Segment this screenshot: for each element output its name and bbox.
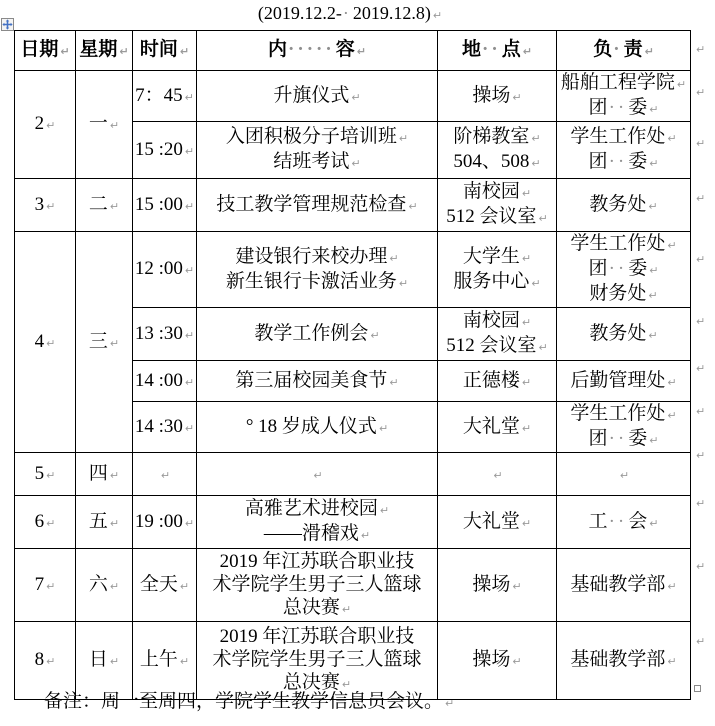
- paragraph-mark: ↵: [667, 132, 677, 145]
- cell-week: [76, 71, 133, 179]
- paragraph-mark: ↵: [512, 579, 522, 593]
- paragraph-mark: ↵: [521, 421, 532, 435]
- cell-time: [133, 232, 197, 308]
- text-line: 操场 ↵: [472, 649, 522, 670]
- paragraph-mark: ↵: [184, 421, 195, 435]
- text-line: 二 ↵: [88, 193, 120, 215]
- text-line: 3 ↵: [34, 193, 56, 215]
- cell-place: [438, 361, 557, 402]
- cell-place: [438, 549, 557, 622]
- paragraph-mark: ↵: [667, 375, 677, 389]
- cell-place: [438, 622, 557, 700]
- text-line: 8 ↵: [34, 649, 56, 670]
- paragraph-mark: ↵: [179, 579, 190, 593]
- text-line: 后勤管理处 ↵: [570, 369, 677, 391]
- cell-date: [15, 549, 76, 622]
- paragraph-mark: ↵: [379, 504, 390, 517]
- space-dots: ·····: [288, 39, 335, 60]
- cell-week: [76, 453, 133, 496]
- row-end-mark: ↵: [696, 85, 706, 99]
- paragraph-mark: ↵: [109, 199, 120, 213]
- cell-content: [197, 496, 438, 549]
- text-line: 六 ↵: [88, 573, 120, 595]
- cell-content: [197, 361, 438, 402]
- paragraph-mark: ↵: [493, 468, 503, 482]
- paragraph-mark: ↵: [184, 328, 195, 342]
- text-line: 教务处 ↵: [589, 322, 658, 344]
- cell-time: [133, 496, 197, 549]
- row-end-mark: ↵: [696, 559, 706, 573]
- cell-time: [133, 71, 197, 122]
- cell-content: [197, 179, 438, 232]
- text-line: 日 ↵: [88, 649, 120, 670]
- paragraph-mark: ↵: [370, 328, 380, 342]
- text-line: 上午 ↵: [139, 649, 190, 670]
- paragraph-mark: ↵: [649, 103, 659, 116]
- text-line: 2019 年江苏联合职业技: [219, 550, 415, 572]
- text-line: 15 :20 ↵: [134, 138, 195, 160]
- table-row: [15, 453, 691, 496]
- cell-owner: [557, 179, 691, 232]
- cell-week: [76, 232, 133, 453]
- paragraph-mark: ↵: [46, 516, 56, 530]
- text-line: 负·责 ↵: [593, 39, 654, 60]
- paragraph-mark: ↵: [619, 468, 630, 482]
- cell-owner: [557, 122, 691, 179]
- space-dots: ··: [608, 258, 628, 279]
- cell-date: [15, 232, 76, 453]
- paragraph-mark: ↵: [521, 316, 532, 329]
- text-line: 2 ↵: [34, 113, 56, 134]
- cell-time: [133, 549, 197, 622]
- space-dots: ··: [608, 428, 628, 449]
- text-line: 4 ↵: [34, 330, 56, 352]
- space-dots: ·: [342, 3, 352, 23]
- row-end-mark: ↵: [696, 404, 706, 418]
- row-end-mark: ↵: [696, 314, 706, 328]
- cell-place: [438, 402, 557, 453]
- text-line: 大礼堂 ↵: [462, 415, 532, 437]
- text-line: ——滑稽戏 ↵: [263, 523, 371, 544]
- paragraph-mark: ↵: [351, 157, 361, 170]
- text-line: 6 ↵: [34, 510, 56, 532]
- text-line: 14 :30 ↵: [134, 415, 195, 437]
- paragraph-mark: ↵: [389, 251, 399, 265]
- space-dots: ·: [613, 39, 623, 60]
- paragraph-mark: ↵: [341, 678, 352, 691]
- paragraph-mark: ↵: [109, 655, 120, 668]
- paragraph-mark: ↵: [119, 45, 129, 58]
- row-end-mark: ↵: [696, 43, 706, 56]
- space-dots: ··: [608, 510, 628, 532]
- text-line: 7 ↵: [34, 573, 56, 595]
- paragraph-mark: ↵: [667, 409, 677, 422]
- table-header: [15, 31, 691, 71]
- text-line: 四 ↵: [88, 462, 120, 484]
- text-line: 大礼堂 ↵: [462, 510, 532, 532]
- paragraph-mark: ↵: [109, 119, 120, 132]
- paragraph-mark: ↵: [46, 336, 56, 350]
- paragraph-mark: ↵: [432, 9, 443, 22]
- paragraph-mark: ↵: [538, 212, 548, 225]
- paragraph-mark: ↵: [649, 434, 659, 447]
- paragraph-mark: ↵: [184, 199, 195, 213]
- paragraph-mark: ↵: [521, 187, 532, 200]
- paragraph-mark: ↵: [389, 375, 399, 389]
- text-line: 512 会议室 ↵: [446, 335, 548, 356]
- text-line: 团··委 ↵: [588, 428, 659, 449]
- paragraph-mark: ↵: [648, 199, 658, 213]
- paragraph-mark: ↵: [649, 516, 659, 530]
- paragraph-mark: ↵: [378, 421, 389, 435]
- text-line: 船舶工程学院 ↵: [560, 72, 687, 93]
- space-dots: ··: [482, 39, 501, 60]
- cell-owner: [557, 232, 691, 308]
- cell-owner: [557, 308, 691, 361]
- text-line: 团··委 ↵: [588, 151, 659, 172]
- paragraph-mark: ↵: [356, 45, 366, 58]
- row-end-mark: ↵: [696, 361, 706, 375]
- cell-content: [197, 549, 438, 622]
- cell-time: [133, 361, 197, 402]
- table-body: [15, 71, 691, 700]
- text-line: 512 会议室 ↵: [446, 206, 548, 227]
- text-line: 术学院学生男子三人篮球: [212, 649, 422, 670]
- page-title: [0, 2, 700, 27]
- paragraph-mark: ↵: [109, 516, 120, 530]
- text-line: 财务处 ↵: [589, 283, 658, 304]
- paragraph-mark: ↵: [408, 199, 418, 213]
- cell-content: [197, 308, 438, 361]
- cell-time: [133, 453, 197, 496]
- paragraph-mark: ↵: [644, 45, 654, 58]
- text-line: 日期 ↵: [20, 39, 70, 60]
- text-line: 术学院学生男子三人篮球: [212, 573, 422, 595]
- table-row: [15, 71, 691, 122]
- paragraph-mark: ↵: [46, 655, 56, 668]
- row-end-mark: ↵: [696, 635, 706, 648]
- paragraph-mark: ↵: [531, 276, 541, 290]
- text-line: 2019 年江苏联合职业技: [219, 626, 415, 647]
- table-row: [15, 549, 691, 622]
- cell-date: [15, 453, 76, 496]
- paragraph-mark: ↵: [184, 144, 195, 158]
- cell-content: [197, 122, 438, 179]
- table-row: [15, 232, 691, 308]
- paragraph-mark: ↵: [521, 516, 532, 530]
- paragraph-mark: ↵: [109, 468, 120, 482]
- text-line: 五 ↵: [88, 510, 120, 532]
- row-end-mark: ↵: [696, 191, 706, 205]
- paragraph-mark: ↵: [179, 655, 190, 668]
- text-line: 星期 ↵: [79, 39, 129, 60]
- paragraph-mark: ↵: [667, 579, 677, 593]
- text-line: 地··点 ↵: [462, 39, 532, 60]
- text-line: 15 :00 ↵: [134, 193, 195, 215]
- cell-content: [197, 71, 438, 122]
- cell-date: [15, 622, 76, 700]
- cell-place: [438, 453, 557, 496]
- paragraph-mark: ↵: [667, 239, 677, 252]
- text-line: [557, 462, 690, 487]
- paragraph-mark: ↵: [313, 468, 323, 482]
- text-line: 学生工作处 ↵: [570, 126, 677, 147]
- text-line: 团··委 ↵: [588, 258, 659, 279]
- paragraph-mark: ↵: [109, 579, 120, 593]
- paragraph-mark: ↵: [531, 157, 541, 170]
- cell-time: [133, 122, 197, 179]
- cell-place: [438, 179, 557, 232]
- text-line: 高雅艺术进校园 ↵: [244, 498, 390, 519]
- text-line: 总决赛 ↵: [282, 672, 352, 693]
- text-line: 总决赛 ↵: [282, 596, 352, 618]
- text-line: 阶梯教室 ↵: [453, 126, 541, 147]
- text-line: 技工教学管理规范检查 ↵: [216, 193, 418, 215]
- text-line: [438, 462, 556, 487]
- cell-owner: [557, 549, 691, 622]
- text-line: 入团积极分子培训班 ↵: [225, 126, 409, 147]
- text-line: 时间 ↵: [139, 39, 190, 60]
- col-header-owner: [557, 31, 691, 71]
- paragraph-mark: ↵: [351, 90, 361, 104]
- paragraph-mark: ↵: [179, 45, 190, 58]
- paragraph-mark: ↵: [521, 375, 532, 389]
- text-line: 504、508 ↵: [453, 151, 541, 172]
- footer-note: [44, 690, 454, 715]
- col-header-week: [76, 31, 133, 71]
- text-line: 教学工作例会 ↵: [254, 322, 380, 344]
- text-line: ° 18 岁成人仪式 ↵: [245, 415, 389, 437]
- row-end-mark: ↵: [696, 136, 706, 150]
- col-header-content: [197, 31, 438, 71]
- text-line: 19 :00 ↵: [134, 510, 195, 532]
- text-line: 学生工作处 ↵: [570, 233, 677, 254]
- paragraph-mark: ↵: [512, 655, 522, 668]
- cell-date: [15, 496, 76, 549]
- header-row: [15, 31, 691, 71]
- text-line: 14 :00 ↵: [134, 369, 195, 391]
- paragraph-mark: ↵: [184, 375, 195, 389]
- text-line: 大学生 ↵: [462, 245, 532, 267]
- paragraph-mark: ↵: [109, 336, 120, 350]
- cell-place: [438, 122, 557, 179]
- text-line: 内·····容 ↵: [268, 39, 366, 60]
- cell-place: [438, 496, 557, 549]
- table-resize-handle[interactable]: [694, 685, 701, 692]
- paragraph-mark: ↵: [445, 697, 455, 710]
- text-line: 操场 ↵: [472, 573, 522, 595]
- cell-owner: [557, 402, 691, 453]
- paragraph-mark: ↵: [512, 90, 522, 104]
- paragraph-mark: ↵: [360, 529, 371, 542]
- text-line: (2019.12.2-·2019.12.8) ↵: [257, 3, 443, 23]
- paragraph-mark: ↵: [341, 602, 352, 616]
- paragraph-mark: ↵: [184, 516, 195, 530]
- table-row: [15, 179, 691, 232]
- text-line: 工··会 ↵: [588, 510, 659, 532]
- paragraph-mark: ↵: [398, 276, 409, 290]
- cell-content: [197, 453, 438, 496]
- text-line: 建设银行来校办理 ↵: [235, 245, 399, 267]
- paragraph-mark: ↵: [538, 341, 548, 354]
- cell-place: [438, 71, 557, 122]
- text-line: 教务处 ↵: [589, 193, 658, 215]
- col-header-place: [438, 31, 557, 71]
- table-move-handle[interactable]: [1, 18, 14, 31]
- row-end-mark: ↵: [696, 496, 706, 510]
- text-line: 基础教学部 ↵: [570, 573, 677, 595]
- text-line: 第三届校园美食节 ↵: [235, 369, 399, 391]
- text-line: [197, 462, 437, 487]
- table-row: [15, 622, 691, 700]
- cell-owner: [557, 71, 691, 122]
- paragraph-mark: ↵: [60, 45, 70, 58]
- paragraph-mark: ↵: [184, 90, 194, 104]
- cell-time: [133, 622, 197, 700]
- text-line: 新生银行卡激活业务 ↵: [225, 270, 409, 292]
- row-end-mark: ↵: [696, 253, 706, 266]
- cell-time: [133, 308, 197, 361]
- row-end-mark: ↵: [696, 448, 706, 462]
- paragraph-mark: ↵: [184, 264, 195, 277]
- text-line: 三 ↵: [88, 330, 120, 352]
- cell-place: [438, 308, 557, 361]
- cell-content: [197, 402, 438, 453]
- cell-week: [76, 179, 133, 232]
- text-line: 学生工作处 ↵: [570, 403, 677, 424]
- cell-owner: [557, 496, 691, 549]
- text-line: 南校园 ↵: [462, 310, 532, 331]
- paragraph-mark: ↵: [46, 119, 56, 132]
- cell-week: [76, 622, 133, 700]
- paragraph-mark: ↵: [649, 264, 659, 277]
- paragraph-mark: ↵: [522, 45, 532, 58]
- text-line: 全天 ↵: [139, 573, 190, 595]
- text-line: 服务中心 ↵: [453, 270, 541, 292]
- paragraph-mark: ↵: [46, 199, 56, 213]
- text-line: 操场 ↵: [472, 84, 522, 106]
- text-line: 南校园 ↵: [462, 181, 532, 202]
- text-line: 13 :30 ↵: [134, 322, 195, 344]
- text-line: 升旗仪式 ↵: [273, 84, 361, 106]
- paragraph-mark: ↵: [676, 78, 687, 91]
- cell-owner: [557, 453, 691, 496]
- cell-content: [197, 622, 438, 700]
- text-line: 正德楼 ↵: [462, 369, 532, 391]
- paragraph-mark: ↵: [667, 655, 677, 668]
- cell-time: [133, 179, 197, 232]
- text-line: 结班考试 ↵: [273, 151, 361, 172]
- space-dots: ··: [608, 151, 628, 172]
- text-line: 12 :00 ↵: [134, 258, 195, 279]
- cell-owner: [557, 622, 691, 700]
- cell-place: [438, 232, 557, 308]
- paragraph-mark: ↵: [46, 468, 56, 482]
- cell-week: [76, 549, 133, 622]
- text-line: [133, 462, 196, 487]
- col-header-time: [133, 31, 197, 71]
- col-header-date: [15, 31, 76, 71]
- cell-date: [15, 71, 76, 179]
- table-row: [15, 496, 691, 549]
- text-line: 基础教学部 ↵: [570, 649, 677, 670]
- schedule-table: [14, 30, 691, 700]
- cell-time: [133, 402, 197, 453]
- paragraph-mark: ↵: [648, 328, 658, 342]
- cell-date: [15, 179, 76, 232]
- cell-owner: [557, 361, 691, 402]
- paragraph-mark: ↵: [398, 132, 409, 145]
- text-line: 5 ↵: [34, 462, 56, 484]
- paragraph-mark: ↵: [521, 251, 532, 265]
- paragraph-mark: ↵: [649, 157, 659, 170]
- move-arrows-icon: [2, 19, 13, 30]
- text-line: 7：45 ↵: [135, 84, 194, 106]
- paragraph-mark: ↵: [46, 579, 56, 593]
- cell-content: [197, 232, 438, 308]
- paragraph-mark: ↵: [160, 468, 171, 482]
- paragraph-mark: ↵: [648, 289, 658, 302]
- paragraph-mark: ↵: [531, 132, 541, 145]
- text-line: 一 ↵: [88, 113, 120, 134]
- text-line: 备注：周一至周四，学院学生教学信息员会议。 ↵: [44, 691, 455, 712]
- space-dots: ··: [608, 97, 628, 118]
- cell-week: [76, 496, 133, 549]
- text-line: 团··委 ↵: [588, 97, 659, 118]
